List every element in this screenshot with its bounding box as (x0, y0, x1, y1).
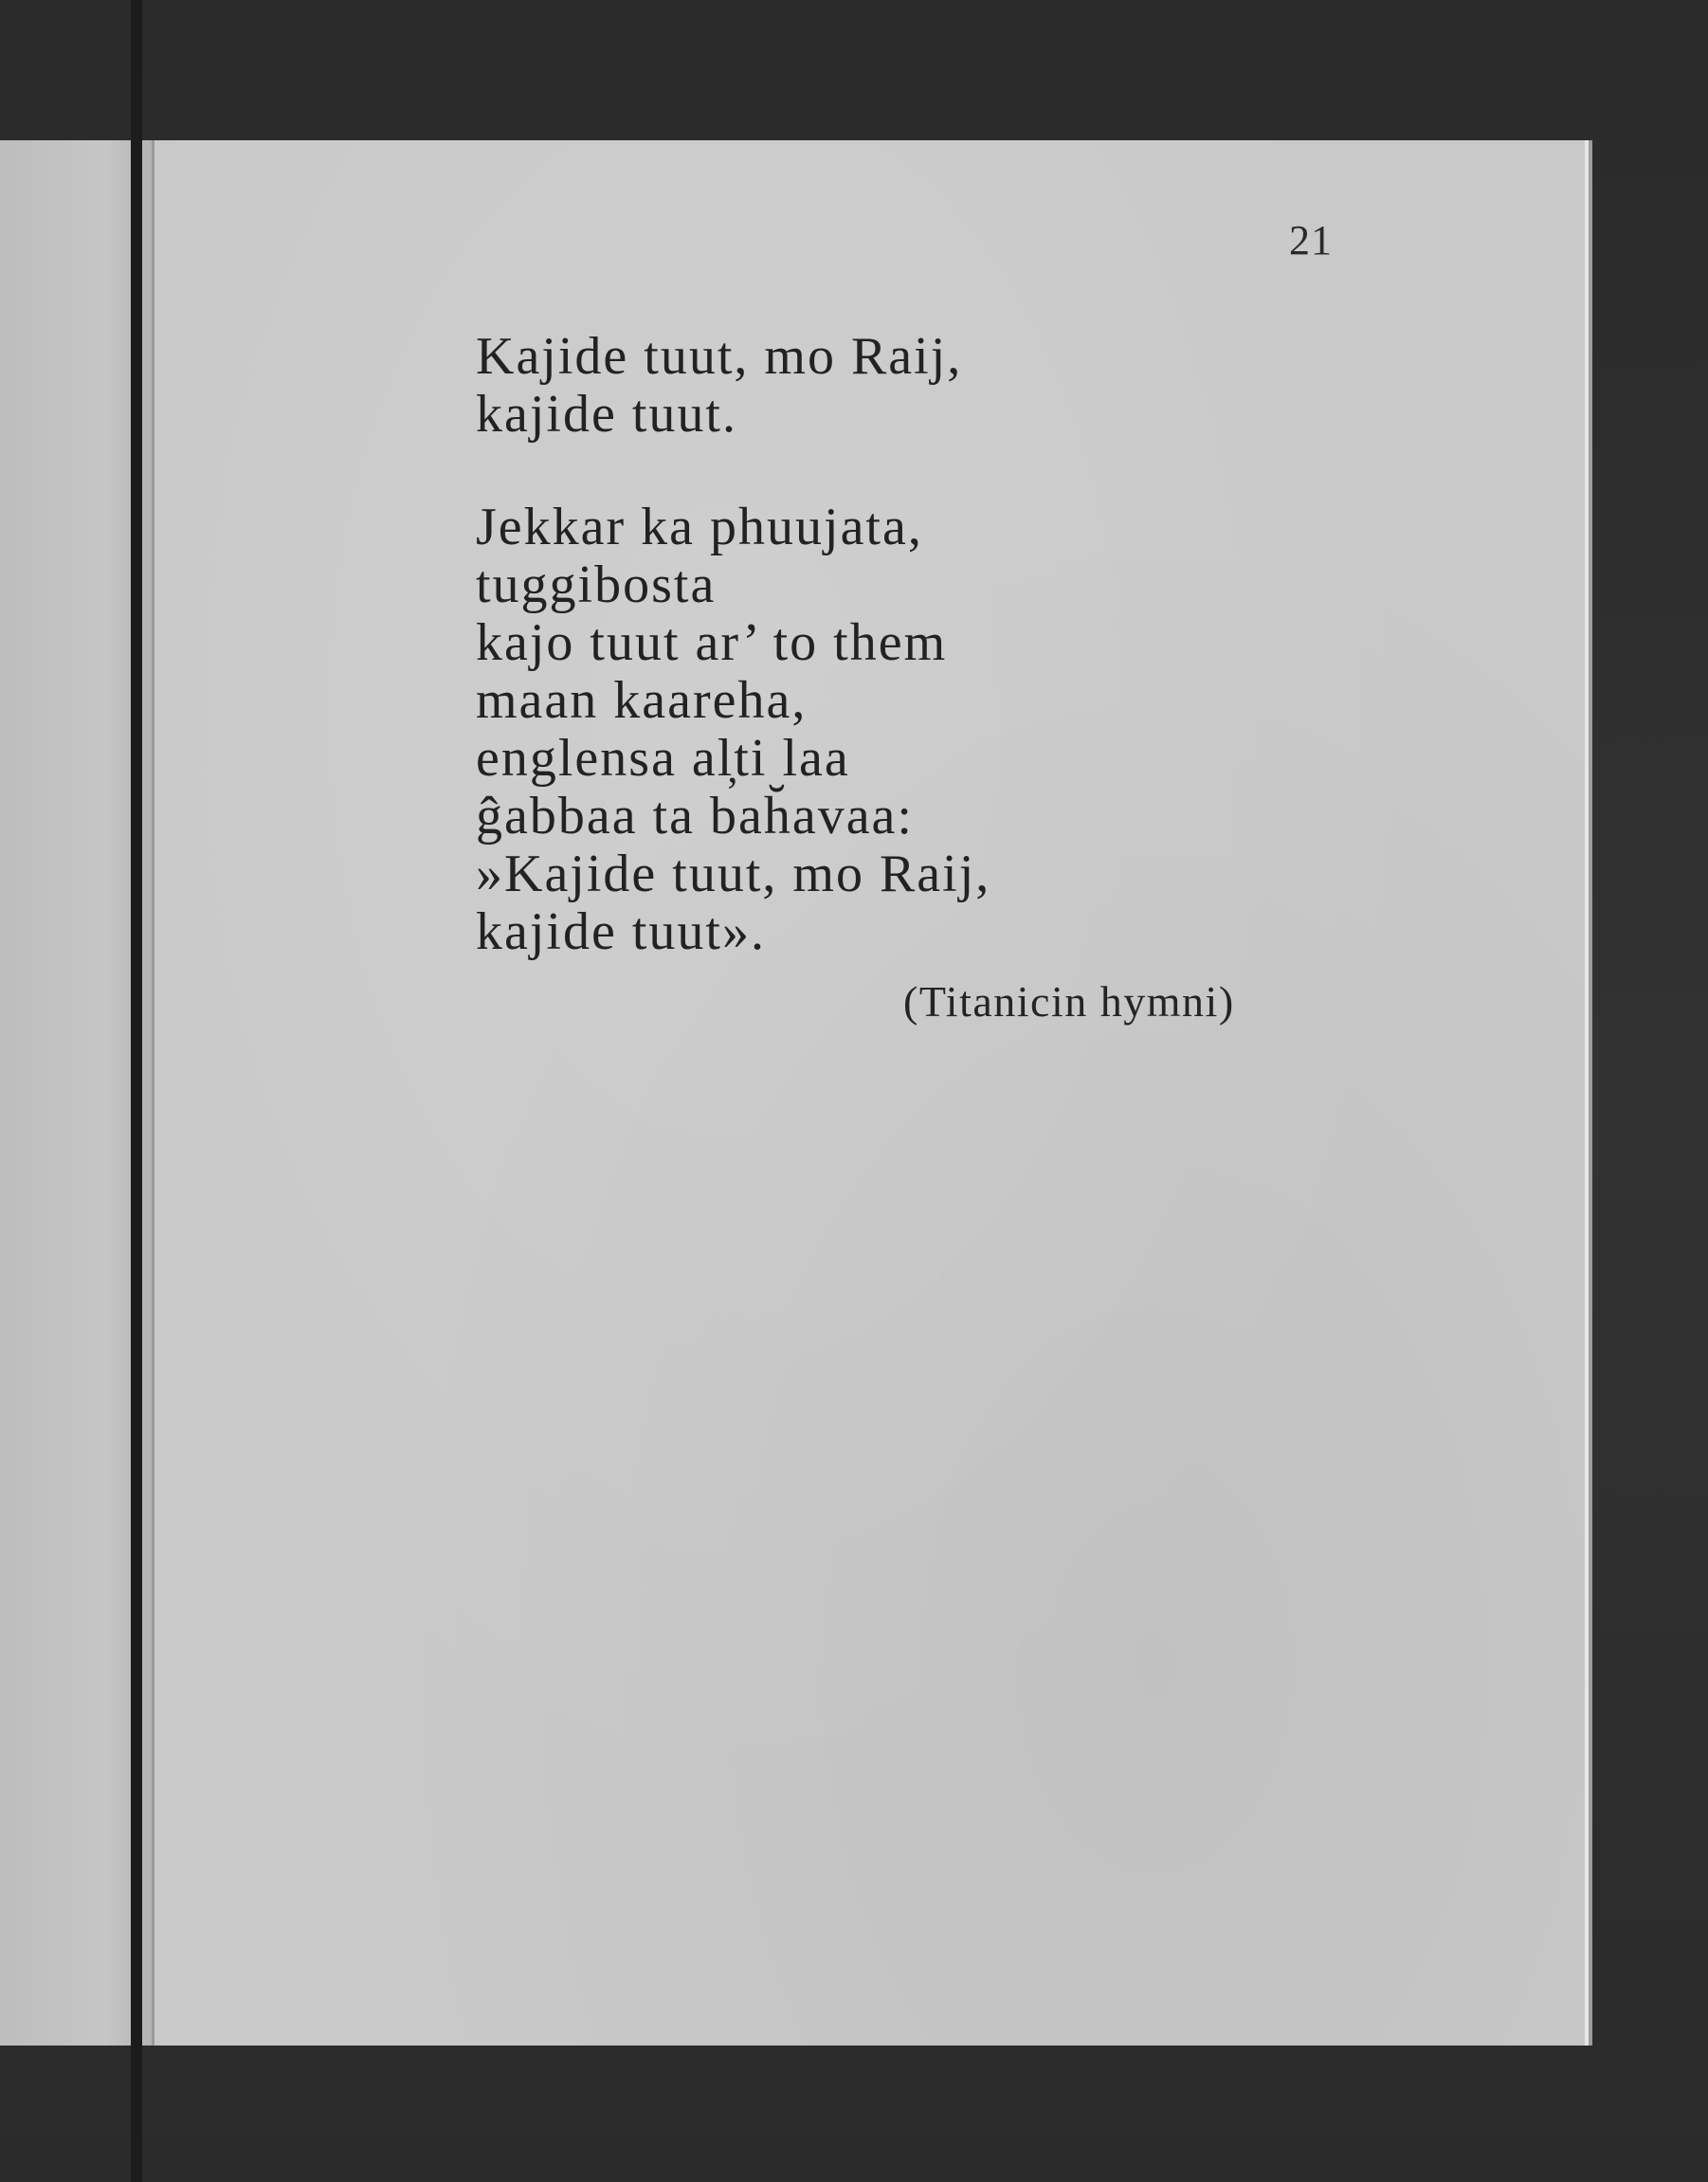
poem-line: maan kaareha, (476, 671, 808, 730)
poem-line: englensa al̦ti laa (476, 729, 850, 788)
facing-page-edge (0, 140, 152, 2046)
poem-text (476, 328, 990, 961)
poem-line: tuggibosta (476, 555, 717, 614)
poem-line: Jekkar ka phuujata, (476, 498, 923, 556)
poem-attribution: (Titanicin hymni) (903, 977, 1235, 1026)
poem-line: kajide tuut». (476, 902, 766, 961)
poem-line: »Kajide tuut, mo Raij, (476, 845, 991, 903)
stanza-1 (476, 328, 990, 444)
poem-line: kajo tuut ar’ to them (476, 613, 948, 672)
book-spine (131, 0, 142, 2182)
page-gutter (152, 140, 154, 2046)
poem-line: Kajide tuut, mo Raij, (476, 327, 963, 386)
stanza-2 (476, 499, 990, 961)
poem-line: ĝabbaa ta bah̆avaa: (476, 787, 914, 846)
poem-line: kajide tuut. (476, 385, 737, 444)
page-number: 21 (1289, 217, 1333, 264)
